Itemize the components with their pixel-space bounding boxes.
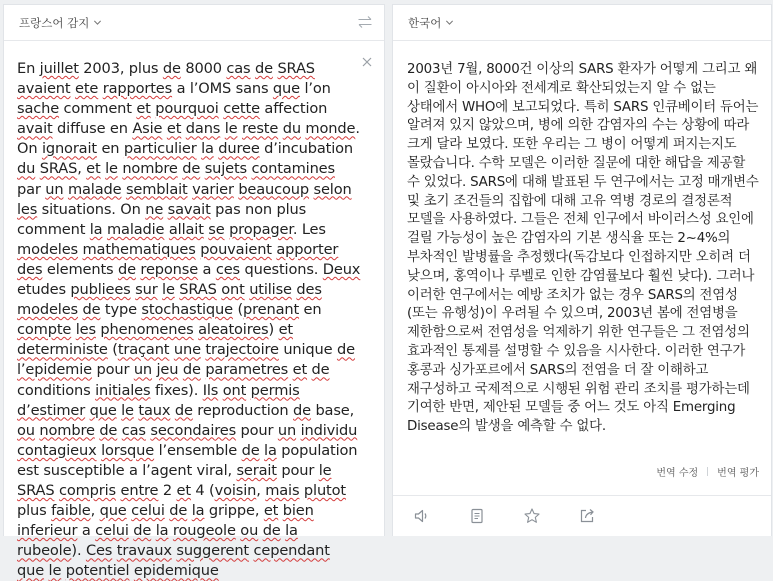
- spellcheck-word: ou: [240, 522, 259, 540]
- source-text-run: (: [232, 301, 244, 319]
- spellcheck-word: traçant: [117, 341, 170, 359]
- source-text-run: d’incubation: [259, 140, 354, 158]
- spellcheck-word: cas: [121, 421, 146, 439]
- favorite-button[interactable]: [521, 505, 543, 527]
- spellcheck-word: et: [292, 361, 308, 379]
- spellcheck-word: pourquoi: [155, 100, 219, 118]
- spellcheck-word: SRAS: [179, 281, 217, 299]
- spellcheck-word: le: [162, 281, 175, 299]
- spellcheck-word: ont: [221, 281, 245, 299]
- source-text-run: pour: [276, 461, 319, 479]
- star-icon: [523, 507, 541, 525]
- source-text-run: 2003, plus: [78, 60, 163, 77]
- spellcheck-word: particulier: [123, 140, 197, 158]
- spellcheck-word: le: [121, 401, 134, 419]
- spellcheck-word: potentiel: [65, 562, 130, 580]
- spellcheck-word: ne: [145, 200, 164, 218]
- spellcheck-word: et: [86, 160, 101, 178]
- spellcheck-word: initiales: [95, 381, 151, 399]
- spellcheck-word: se: [208, 220, 225, 238]
- source-text-run: situations. On: [37, 200, 146, 218]
- spellcheck-word: de: [162, 60, 181, 77]
- spellcheck-word: la: [191, 502, 205, 520]
- spellcheck-word: de: [262, 522, 281, 540]
- source-text-run: comment: [59, 100, 137, 118]
- spellcheck-word: plutot: [303, 481, 346, 499]
- spellcheck-word: une: [173, 341, 201, 359]
- spellcheck-word: ces: [215, 260, 240, 278]
- spellcheck-word: ou: [17, 421, 35, 439]
- source-text-run: type: [100, 301, 142, 319]
- spellcheck-word: mais: [265, 481, 300, 499]
- spellcheck-word: la: [89, 220, 103, 238]
- source-text-run: a l’OMS sans: [172, 80, 273, 98]
- spellcheck-word: mathematiques: [82, 240, 196, 258]
- spellcheck-word: de: [182, 361, 201, 379]
- source-text-run: l’ensemble: [154, 441, 242, 459]
- spellcheck-word: compris: [58, 481, 117, 499]
- spellcheck-word: la: [155, 522, 169, 540]
- spellcheck-word: un: [45, 180, 64, 198]
- spellcheck-word: le: [48, 562, 62, 580]
- source-text-run: grippe,: [204, 502, 264, 520]
- spellcheck-word: des: [17, 260, 43, 278]
- source-panel: [3, 4, 385, 580]
- source-text-run: diffuse en: [52, 120, 133, 138]
- source-text-run: . Les: [292, 220, 326, 238]
- spellcheck-word: cette: [223, 100, 260, 118]
- spellcheck-word: et: [263, 502, 279, 520]
- spellcheck-word: phenomenes: [100, 321, 194, 339]
- spellcheck-word: travaux: [116, 542, 172, 560]
- source-text-run: (: [107, 341, 118, 359]
- spellcheck-word: de: [254, 60, 273, 77]
- chevron-down-icon: [445, 18, 454, 27]
- source-text-run: plus: [17, 502, 52, 520]
- target-language-bar: [393, 5, 771, 41]
- close-icon[interactable]: [362, 57, 372, 67]
- spellcheck-word: dans: [185, 120, 221, 138]
- spellcheck-word: ont: [222, 381, 247, 399]
- spellcheck-word: stochastique: [141, 301, 233, 319]
- spellcheck-word: secondaires: [150, 421, 237, 439]
- spellcheck-word: des: [296, 281, 322, 299]
- spellcheck-word: SRAS: [277, 60, 315, 77]
- spellcheck-word: sache: [17, 100, 60, 118]
- spellcheck-word: du: [282, 120, 301, 138]
- source-text-run: affection: [259, 100, 328, 118]
- spellcheck-word: sur: [135, 281, 158, 299]
- source-text-input[interactable]: [17, 59, 361, 581]
- source-text-run: En: [17, 60, 40, 77]
- spellcheck-word: SRAS: [17, 481, 55, 499]
- divider: [707, 467, 708, 476]
- spellcheck-word: compte: [17, 321, 72, 339]
- spellcheck-word: trajectoire: [205, 341, 279, 359]
- spellcheck-word: nombre: [122, 160, 178, 178]
- spellcheck-word: et: [176, 481, 191, 499]
- spellcheck-word: Ils: [202, 381, 219, 399]
- target-language-label: 한국어: [408, 15, 442, 30]
- spellcheck-word: de: [311, 361, 330, 379]
- source-text-run: a: [198, 260, 216, 278]
- source-text-run: ,: [90, 502, 100, 520]
- source-text-run: fixes).: [150, 381, 203, 399]
- spellcheck-word: deterministe: [17, 341, 108, 359]
- spellcheck-word: inferieur: [17, 522, 78, 540]
- spellcheck-word: aleatoires: [198, 321, 269, 339]
- spellcheck-word: et: [166, 120, 182, 138]
- source-text-run: base,: [310, 401, 355, 419]
- copy-button[interactable]: [466, 505, 488, 527]
- share-icon: [578, 507, 596, 525]
- source-text-run: en: [299, 301, 322, 319]
- spellcheck-word: d’estimer: [17, 401, 86, 419]
- source-text-run: l’on: [299, 80, 331, 98]
- spellcheck-word: les: [17, 200, 38, 218]
- spellcheck-word: cas: [226, 60, 251, 77]
- copy-icon: [468, 507, 486, 525]
- source-text-run: conditions: [17, 381, 96, 399]
- translation-feedback-row: [656, 464, 759, 479]
- spellcheck-word: varier: [192, 180, 234, 198]
- spellcheck-word: bien: [282, 502, 314, 520]
- chevron-down-icon: [93, 18, 102, 27]
- spellcheck-word: Ces: [85, 542, 113, 560]
- spellcheck-word: de: [117, 260, 136, 278]
- spellcheck-word: de: [169, 502, 188, 520]
- spellcheck-word: rubeole: [17, 542, 72, 560]
- spellcheck-word: individu: [300, 421, 358, 439]
- spellcheck-word: modeles: [17, 301, 78, 319]
- spellcheck-word: du: [17, 160, 36, 178]
- spellcheck-word: avait: [17, 120, 53, 138]
- spellcheck-word: beaucoup: [238, 180, 310, 198]
- spellcheck-word: lorsque: [101, 441, 155, 459]
- source-text-run: ,: [256, 481, 266, 499]
- spellcheck-word: publiees: [70, 281, 131, 299]
- spellcheck-word: reponse: [140, 260, 199, 278]
- spellcheck-word: maladie: [106, 220, 165, 238]
- spellcheck-word: modeles: [17, 240, 78, 258]
- swap-languages-icon[interactable]: [357, 14, 373, 30]
- spellcheck-word: le: [105, 160, 118, 178]
- spellcheck-word: suggerent: [176, 542, 249, 560]
- listen-button[interactable]: [411, 505, 433, 527]
- spellcheck-word: voisin: [214, 481, 257, 499]
- source-text-run: 2: [158, 481, 177, 499]
- spellcheck-word: le: [318, 461, 332, 479]
- spellcheck-word: cependant: [253, 542, 330, 560]
- spellcheck-word: de: [241, 441, 260, 459]
- spellcheck-word: jeu: [156, 361, 179, 379]
- spellcheck-word: rougeole: [172, 522, 236, 540]
- spellcheck-word: apporter: [276, 240, 339, 258]
- spellcheck-word: contamines: [251, 160, 335, 178]
- spellcheck-word: malade: [67, 180, 122, 198]
- source-text-run: . On: [17, 120, 360, 158]
- spellcheck-word: reste: [241, 120, 279, 138]
- spellcheck-word: de: [293, 401, 311, 419]
- spellcheck-word: de: [99, 421, 118, 439]
- spellcheck-word: l’epidemie: [17, 361, 92, 379]
- speaker-icon: [413, 507, 431, 525]
- source-text-run: 4 (: [190, 481, 215, 499]
- source-language-bar: [4, 5, 384, 41]
- spellcheck-word: rapportes: [102, 80, 173, 98]
- source-text-run: ).: [71, 542, 86, 560]
- spellcheck-word: monde: [305, 120, 356, 138]
- target-panel: [392, 4, 772, 536]
- spellcheck-word: sujets: [204, 160, 247, 178]
- spellcheck-word: Asie: [132, 120, 163, 138]
- source-language-label: 프랑스어 감지: [19, 15, 90, 30]
- spellcheck-word: un: [277, 421, 297, 439]
- edit-translation-link[interactable]: 번역 수정: [656, 468, 699, 479]
- spellcheck-word: le: [224, 120, 238, 138]
- spellcheck-word: la: [264, 441, 277, 459]
- source-text-run: reproduction: [192, 401, 293, 419]
- source-text-run: population est susceptible a l’agent viral,: [17, 441, 358, 479]
- spellcheck-word: epidemique: [133, 562, 219, 580]
- spellcheck-word: de: [174, 401, 193, 419]
- spellcheck-word: que: [272, 80, 300, 98]
- spellcheck-word: semblait: [125, 180, 188, 198]
- spellcheck-word: allait: [168, 220, 204, 238]
- spellcheck-word: selon: [313, 180, 352, 198]
- spellcheck-word: parametres: [205, 361, 289, 379]
- spellcheck-word: permis: [250, 381, 300, 399]
- spellcheck-word: propager: [229, 220, 293, 238]
- spellcheck-word: serait: [236, 461, 277, 479]
- spellcheck-word: juillet: [39, 60, 79, 77]
- source-text-run: pour: [236, 421, 278, 439]
- spellcheck-word: taux: [138, 401, 171, 419]
- share-button[interactable]: [576, 505, 598, 527]
- spellcheck-word: pouvaient: [200, 240, 272, 258]
- spellcheck-word: nombre: [39, 421, 95, 439]
- source-text-run: unique: [278, 341, 337, 359]
- spellcheck-word: utilise: [249, 281, 292, 299]
- spellcheck-word: de: [133, 522, 152, 540]
- spellcheck-word: avaient: [17, 80, 71, 98]
- output-toolbar: [393, 495, 771, 536]
- spellcheck-word: et: [136, 100, 151, 118]
- source-language-selector[interactable]: [19, 15, 102, 31]
- spellcheck-word: ete: [74, 80, 99, 98]
- source-text-run: pas non plus comment: [17, 200, 307, 238]
- spellcheck-word: un: [133, 361, 153, 379]
- source-text-run: en: [96, 140, 124, 158]
- spellcheck-word: duree: [218, 140, 260, 158]
- spellcheck-word: Deux: [322, 260, 361, 278]
- spellcheck-word: celui: [95, 522, 129, 540]
- source-text-run: 8000: [180, 60, 227, 77]
- spellcheck-word: savait: [167, 200, 211, 218]
- spellcheck-word: et: [278, 321, 293, 339]
- target-language-selector[interactable]: [408, 15, 454, 31]
- spellcheck-word: contagieux: [17, 441, 97, 459]
- source-text-run: elements: [42, 260, 118, 278]
- source-text-run: etudes: [17, 281, 71, 299]
- spellcheck-word: SRAS: [39, 160, 78, 178]
- spellcheck-word: faible: [51, 502, 91, 520]
- spellcheck-word: de: [336, 341, 355, 359]
- source-text-run: a: [77, 522, 96, 540]
- source-text-run: par: [17, 180, 46, 198]
- spellcheck-word: entre: [120, 481, 159, 499]
- spellcheck-word: la: [285, 522, 298, 540]
- spellcheck-word: de: [182, 160, 201, 178]
- spellcheck-word: que: [17, 562, 45, 580]
- spellcheck-word: prenant: [243, 301, 300, 319]
- source-text-run: ,: [77, 160, 87, 178]
- rate-translation-link[interactable]: 번역 평가: [717, 468, 759, 479]
- spellcheck-word: celui: [131, 502, 165, 520]
- spellcheck-word: les: [75, 321, 96, 339]
- source-text-run: ): [268, 321, 279, 339]
- spellcheck-word: de: [82, 301, 101, 319]
- source-text-run: pour: [91, 361, 134, 379]
- spellcheck-word: la: [201, 140, 214, 158]
- source-text-run: questions.: [240, 260, 323, 278]
- spellcheck-word: que: [89, 401, 117, 419]
- translation-output: 2003년 7월, 8000건 이상의 SARS 환자가 어떻게 그리고 왜 이 질환이 아시아와 전세계로 확산되었는지 알 수 없는 상태에서 WHO에 보고되었다. 특히 SARS 인큐베이터 듀어는 알려져 있지 않았으며, 병에 의한 감염자의 수는 상황에 따라 크게 달라 보였다. 또한 우리는 그 병이 어떻게 퍼지는지도 몰랐습니다. 수학 모델은 이러한 질문에 대한 해답을 제공할 수 있었다. SARS에 대해 발표된 두 연구에서는 고정 매개변수 및 초기 조건들의 집합에 대해 고유 역병 경로의 결정론적 모델을 사용하였다. 그들은 전체 인구에서 바이러스성 요인에 걸릴 가능성이 높은 감염자의 기본 생식율 또는 2~4%의 부차적인 발병률을 추정했다(독감보다 인접하지만 오히려 더 낮으며, 홍역이나 루벨로 인한 감염률보다 훨씬 낮다). 그러나 이러한 연구에서는 예방 조치가 없는 경우 SARS의 전염성(또는 유행성)이 우려될 수 있으며, 2003년 봄에 전염병을 제한함으로써 전염성을 억제하기 위한 연구들은 그 전염성의 효과적인 통제를 설명할 수 있음을 시사한다. 이러한 연구가 홍콩과 싱가포르에서 SARS의 전염을 더 잘 이해하고 재구성하고 국제적으로 시행된 위험 관리 조치를 평가하는데 기여한 반면, 제안된 모델들 중 어느 것도 아직 Emerging Disease의 발생을 예측할 수 없다.: [407, 62, 759, 435]
- spellcheck-word: ignorait: [41, 140, 97, 158]
- spellcheck-word: que: [99, 502, 127, 520]
